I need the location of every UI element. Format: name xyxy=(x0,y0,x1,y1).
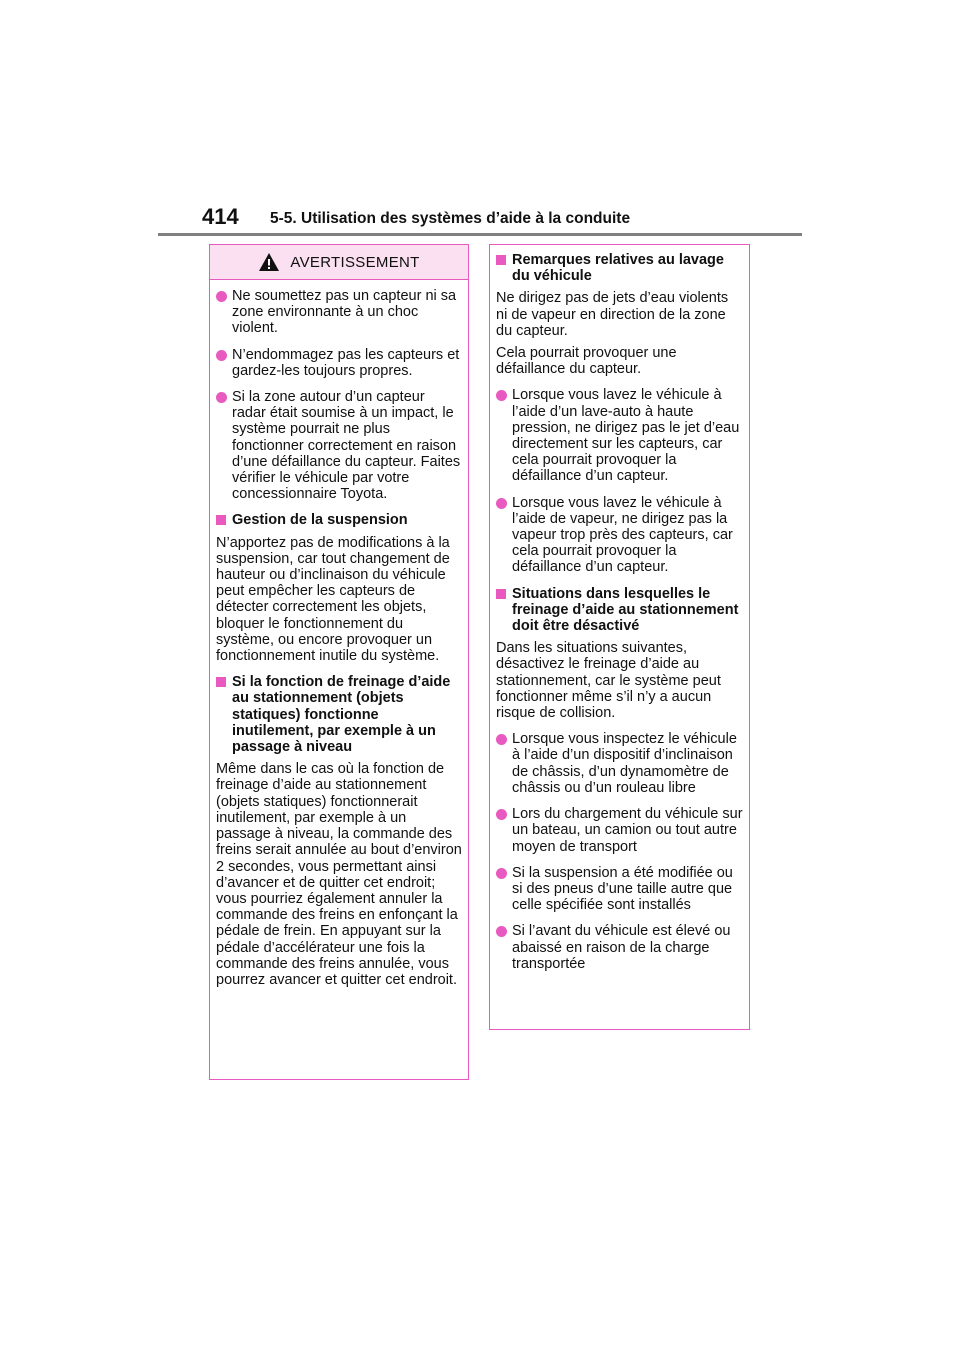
warning-bullet xyxy=(216,288,462,337)
warning-triangle-icon xyxy=(258,252,280,272)
deactivate-bullet xyxy=(496,731,743,796)
notes-box xyxy=(489,244,750,1030)
warning-bullet xyxy=(216,347,462,379)
bullet-dot-icon xyxy=(496,926,507,937)
deactivate-bullet xyxy=(496,806,743,855)
warning-bullet xyxy=(216,389,462,502)
braking-heading xyxy=(216,674,462,755)
suspension-heading xyxy=(216,512,462,528)
washing-bullet-text: Lorsque vous lavez le véhicule à l’aide d’un lave-auto à haute pression, ne dirigez pas le jet d’eau directement sur les capteurs, car cela pourrait provoquer la défaillance d’un capteur. xyxy=(512,387,740,485)
bullet-dot-icon xyxy=(216,350,227,361)
square-bullet-icon xyxy=(496,589,506,599)
square-bullet-icon xyxy=(496,255,506,265)
bullet-dot-icon xyxy=(496,809,507,820)
warning-box xyxy=(209,244,469,1080)
suspension-text: N’apportez pas de modifications à la suspension, car tout changement de hauteur ou d’inclinaison du véhicule peut empêcher les capteurs de détecter correctement les objets, bloquer le fonctionnement du système, ou encore provoquer un fonctionnement inutile du système. xyxy=(216,534,450,665)
deactivate-bullet-text: Lorsque vous inspectez le véhicule à l’aide d’un dispositif d’inclinaison de châssis, d’un dynamomètre de châssis ou d’un rouleau libre xyxy=(512,731,737,796)
warning-bullet-text: Si la zone autour d’un capteur radar était soumise à un impact, le système pourrait ne plus fonctionner correctement en raison d’une défaillance du capteur. Faites vérifier le véhicule par votre concessionnaire Toyota. xyxy=(232,389,461,503)
bullet-dot-icon xyxy=(496,868,507,879)
bullet-dot-icon xyxy=(216,291,227,302)
warning-header xyxy=(210,245,468,280)
washing-bullet-text: Lorsque vous lavez le véhicule à l’aide de vapeur, ne dirigez pas la vapeur trop près des capteurs, car cela pourrait provoquer la défaillance d’un capteur. xyxy=(512,494,733,576)
deactivate-title: Situations dans lesquelles le freinage d’aide au stationnement doit être désactivé xyxy=(512,585,739,635)
suspension-title: Gestion de la suspension xyxy=(232,512,408,529)
warning-bullet-text: Ne soumettez pas un capteur ni sa zone environnante à un choc violent. xyxy=(232,288,457,337)
deactivate-bullet-text: Si la suspension a été modifiée ou si des pneus d’une taille autre que celle spécifiée sont installés xyxy=(512,864,733,914)
page-number: 414 xyxy=(202,204,239,229)
square-bullet-icon xyxy=(216,677,226,687)
deactivate-text: Dans les situations suivantes, désactivez le freinage d’aide au stationnement, car le système peut fonctionner même s’il n’y a aucun risque de collision. xyxy=(496,640,721,722)
washing-text-2: Cela pourrait provoquer une défaillance du capteur. xyxy=(496,345,677,378)
section-title: 5-5. Utilisation des systèmes d’aide à la conduite xyxy=(270,210,631,227)
bullet-dot-icon xyxy=(496,734,507,745)
deactivate-heading xyxy=(496,586,743,635)
washing-bullet xyxy=(496,387,743,484)
braking-title: Si la fonction de freinage d’aide au stationnement (objets statiques) fonctionne inutilement, par exemple à un passage à niveau xyxy=(232,674,451,756)
deactivate-bullet xyxy=(496,923,743,972)
braking-text: Même dans le cas où la fonction de freinage d’aide au stationnement (objets statiques) fonctionnerait inutilement, par exemple à un passage à niveau, la commande des freins serait annulée au bout d’environ 2 secondes, vous permettant ainsi d’avancer et de quitter cet endroit; vous pourriez également annuler la commande des freins en enfonçant la pédale de frein. En appuyant sur la pédale d’accélérateur une fois la commande des freins annulée, vous pourrez avancer et quitter cet endroit. xyxy=(216,761,462,988)
washing-title: Remarques relatives au lavage du véhicule xyxy=(512,252,724,285)
bullet-dot-icon xyxy=(496,390,507,401)
deactivate-bullet-text: Lors du chargement du véhicule sur un bateau, un camion ou tout autre moyen de transport xyxy=(512,806,743,855)
header-rule xyxy=(158,233,802,236)
warning-title: AVERTISSEMENT xyxy=(290,253,420,271)
deactivate-bullet xyxy=(496,865,743,914)
bullet-dot-icon xyxy=(216,392,227,403)
page-header xyxy=(202,204,802,234)
square-bullet-icon xyxy=(216,515,226,525)
warning-bullet-text: N’endommagez pas les capteurs et gardez-les toujours propres. xyxy=(232,346,460,379)
deactivate-bullet-text: Si l’avant du véhicule est élevé ou abaissé en raison de la charge transportée xyxy=(512,923,731,972)
bullet-dot-icon xyxy=(496,498,507,509)
washing-text-1: Ne dirigez pas de jets d’eau violents ni de vapeur en direction de la zone du capteur. xyxy=(496,290,729,339)
washing-bullet xyxy=(496,495,743,576)
washing-heading xyxy=(496,252,743,284)
